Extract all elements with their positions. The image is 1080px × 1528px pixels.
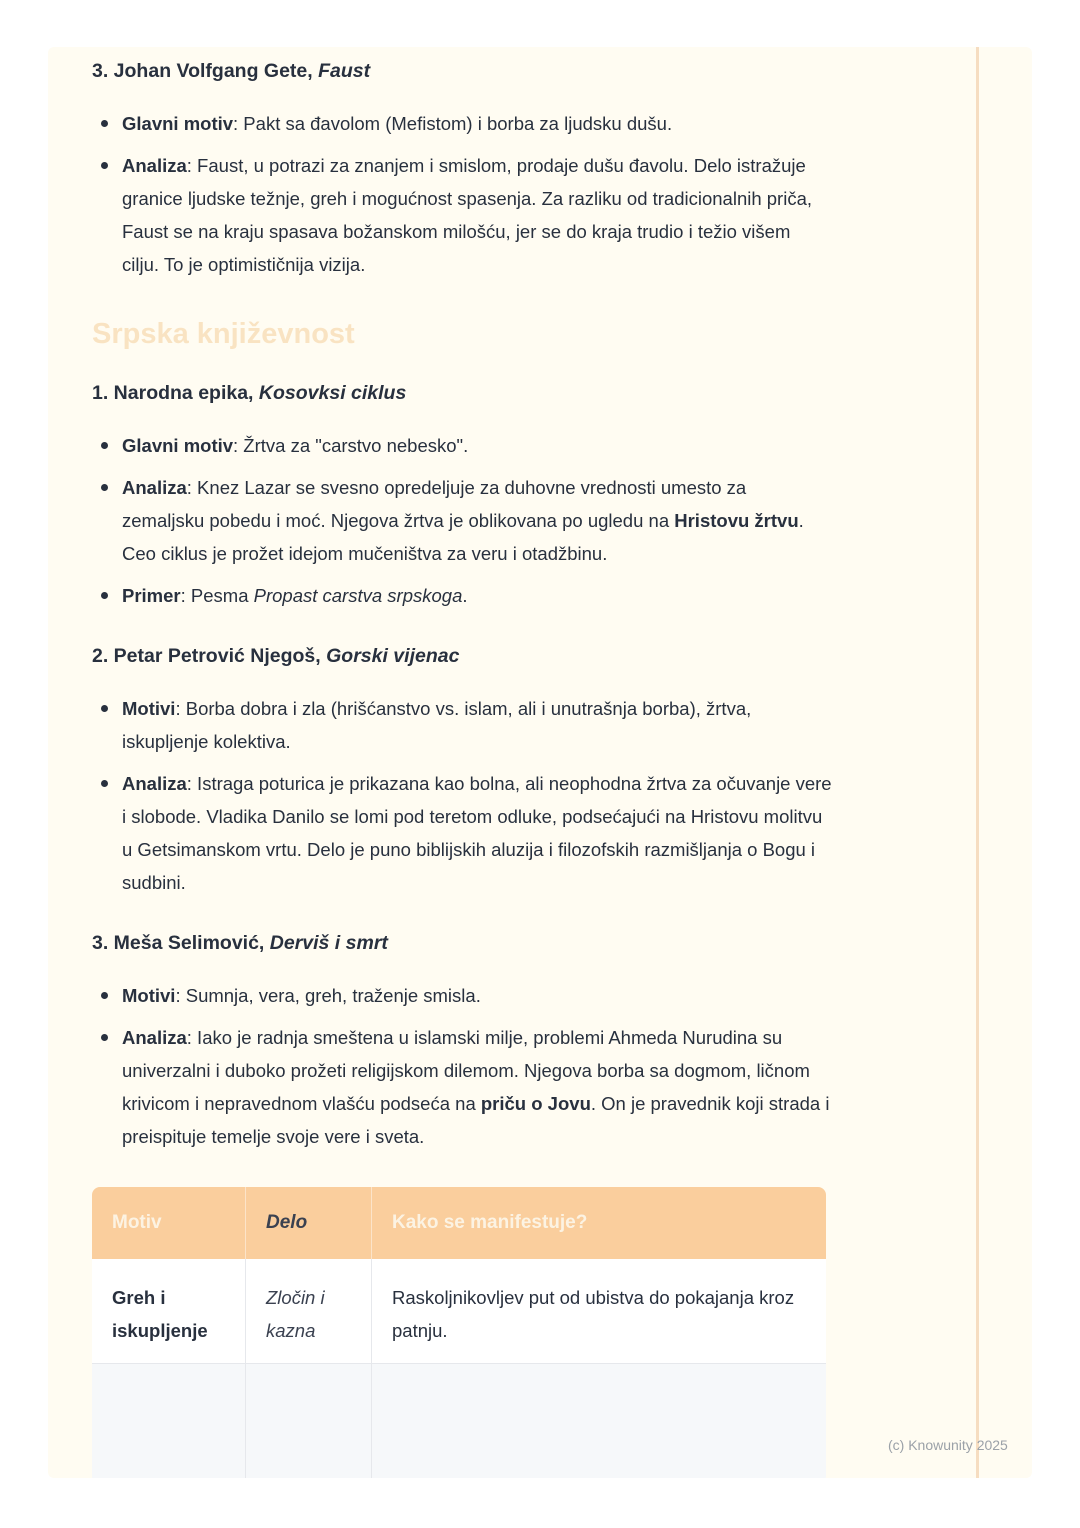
work-title-propast-carstva: Propast carstva srpskoga — [253, 585, 463, 606]
bullet-text-bold: Hristovu žrtvu — [674, 510, 799, 531]
bullet-text-bold: priču o Jovu — [480, 1093, 591, 1114]
bullet-text: : Pakt sa đavolom (Mefistom) i borba za ljudsku dušu. — [233, 113, 673, 134]
bullet-text: : Istraga poturica je prikazana kao bolna, ali neophodna žrtva za očuvanje vere i slobode. Vladika Danilo se lomi pod teretom odluke, podsećajući na Hristovu molitvu u Getsimanskom vrtu. Delo je puno biblijskih aluzija i filozofskih razmišljanja o Bogu i sudbini. — [122, 773, 832, 893]
bullet-label: Motivi — [122, 985, 176, 1006]
bullet-label: Analiza — [122, 477, 187, 498]
heading-text: 3. Meša Selimović, — [92, 932, 270, 954]
work-title-kosovski-ciklus: Kosovksi ciklus — [258, 382, 407, 404]
bullet-icon — [101, 484, 108, 491]
bullet-text: : Pesma — [180, 585, 254, 606]
table-cell-kako: Raskoljnikovljev put od ubistva do pokajanja kroz patnju. — [372, 1259, 826, 1364]
table-row — [92, 1259, 826, 1364]
bullet-list-gete — [92, 107, 832, 281]
bullet-label: Glavni motiv — [122, 113, 234, 134]
table-header — [92, 1187, 826, 1259]
bullet-text: . On je pravednik koji strada i preispituje temelje svoje vere i sveta. — [122, 1093, 830, 1147]
page-edge-line — [976, 47, 979, 1478]
bullet-icon — [101, 442, 108, 449]
bullet-text: . Ceo ciklus je prožet idejom mučeništva za veru i otadžbinu. — [122, 510, 804, 564]
knowunity-watermark: (c) Knowunity 2025 — [888, 1437, 1008, 1453]
bullet-list-njegos — [92, 692, 832, 899]
bullet-label: Glavni motiv — [122, 435, 234, 456]
bullet-label: Primer — [122, 585, 181, 606]
bullet-text: : Knez Lazar se svesno opredeljuje za duhovne vrednosti umesto za zemaljsku pobedu i moć. Njegova žrtva je oblikovana po ugledu na — [122, 477, 747, 531]
list-item — [92, 429, 832, 462]
bullet-icon — [101, 592, 108, 599]
list-item — [92, 767, 832, 899]
table-row-cutoff — [92, 1364, 826, 1478]
heading-text: 1. Narodna epika, — [92, 382, 259, 404]
bullet-text: . — [462, 585, 468, 606]
bullet-icon — [101, 992, 108, 999]
document-content — [92, 57, 832, 1478]
bullet-label: Motivi — [122, 698, 176, 719]
work-title-dervis-i-smrt: Derviš i smrt — [269, 932, 388, 954]
list-item — [92, 579, 832, 612]
list-item — [92, 107, 832, 140]
bullet-text: : Sumnja, vera, greh, traženje smisla. — [175, 985, 481, 1006]
column-header-delo: Delo — [246, 1187, 372, 1259]
bullet-text: : Žrtva za "carstvo nebesko". — [233, 435, 469, 456]
list-item — [92, 471, 832, 570]
section-heading-mesa — [92, 929, 832, 957]
section-heading-njegos — [92, 642, 832, 670]
bullet-text: : Faust, u potrazi za znanjem i smislom, prodaje dušu đavolu. Delo istražuje granice ljudske težnje, greh i mogućnost spasenja. Za razliku od tradicionalnih priča, Faust se na kraju spasava božanskom milošću, jer se do kraja trudio i težio višem cilju. To je optimističnija vizija. — [122, 155, 813, 275]
bullet-text: : Iako je radnja smeštena u islamski milje, problemi Ahmeda Nurudina su univerzalni i duboko prožeti religijskom dilemom. Njegova borba sa dogmom, ličnom krivicom i nepravednom vlašću podseća na — [122, 1027, 810, 1114]
bullet-label: Analiza — [122, 155, 187, 176]
table-cell-delo: Zločin i kazna — [246, 1259, 372, 1364]
bullet-list-mesa — [92, 979, 832, 1153]
work-title-gorski-vijenac: Gorski vijenac — [326, 645, 460, 667]
bullet-icon — [101, 705, 108, 712]
bullet-list-epika — [92, 429, 832, 612]
table-cell-empty — [246, 1364, 372, 1478]
bullet-icon — [101, 780, 108, 787]
bullet-icon — [101, 120, 108, 127]
list-item — [92, 692, 832, 758]
bullet-text: : Borba dobra i zla (hrišćanstvo vs. islam, ali i unutrašnja borba), žrtva, iskupljenje kolektiva. — [122, 698, 752, 752]
table-cell-empty — [92, 1364, 246, 1478]
work-title-faust: Faust — [318, 60, 371, 82]
section-heading-epika — [92, 379, 832, 407]
bullet-label: Analiza — [122, 1027, 187, 1048]
table-cell-empty — [372, 1364, 826, 1478]
section-heading-gete — [92, 57, 832, 85]
document-page — [48, 47, 1032, 1478]
bullet-icon — [101, 1034, 108, 1041]
list-item — [92, 149, 832, 281]
column-header-motiv: Motiv — [92, 1187, 246, 1259]
table-header-row — [92, 1187, 826, 1259]
page-title-srpska-knjizevnost: Srpska književnost — [92, 318, 355, 350]
column-header-kako: Kako se manifestuje? — [372, 1187, 826, 1259]
list-item — [92, 979, 832, 1012]
table-cell-motiv: Greh i iskupljenje — [92, 1259, 246, 1364]
heading-text: 2. Petar Petrović Njegoš, — [92, 645, 327, 667]
list-item — [92, 1021, 832, 1153]
motiv-table — [92, 1187, 826, 1478]
heading-text: 3. Johan Volfgang Gete, — [92, 60, 319, 82]
bullet-label: Analiza — [122, 773, 187, 794]
bullet-icon — [101, 162, 108, 169]
